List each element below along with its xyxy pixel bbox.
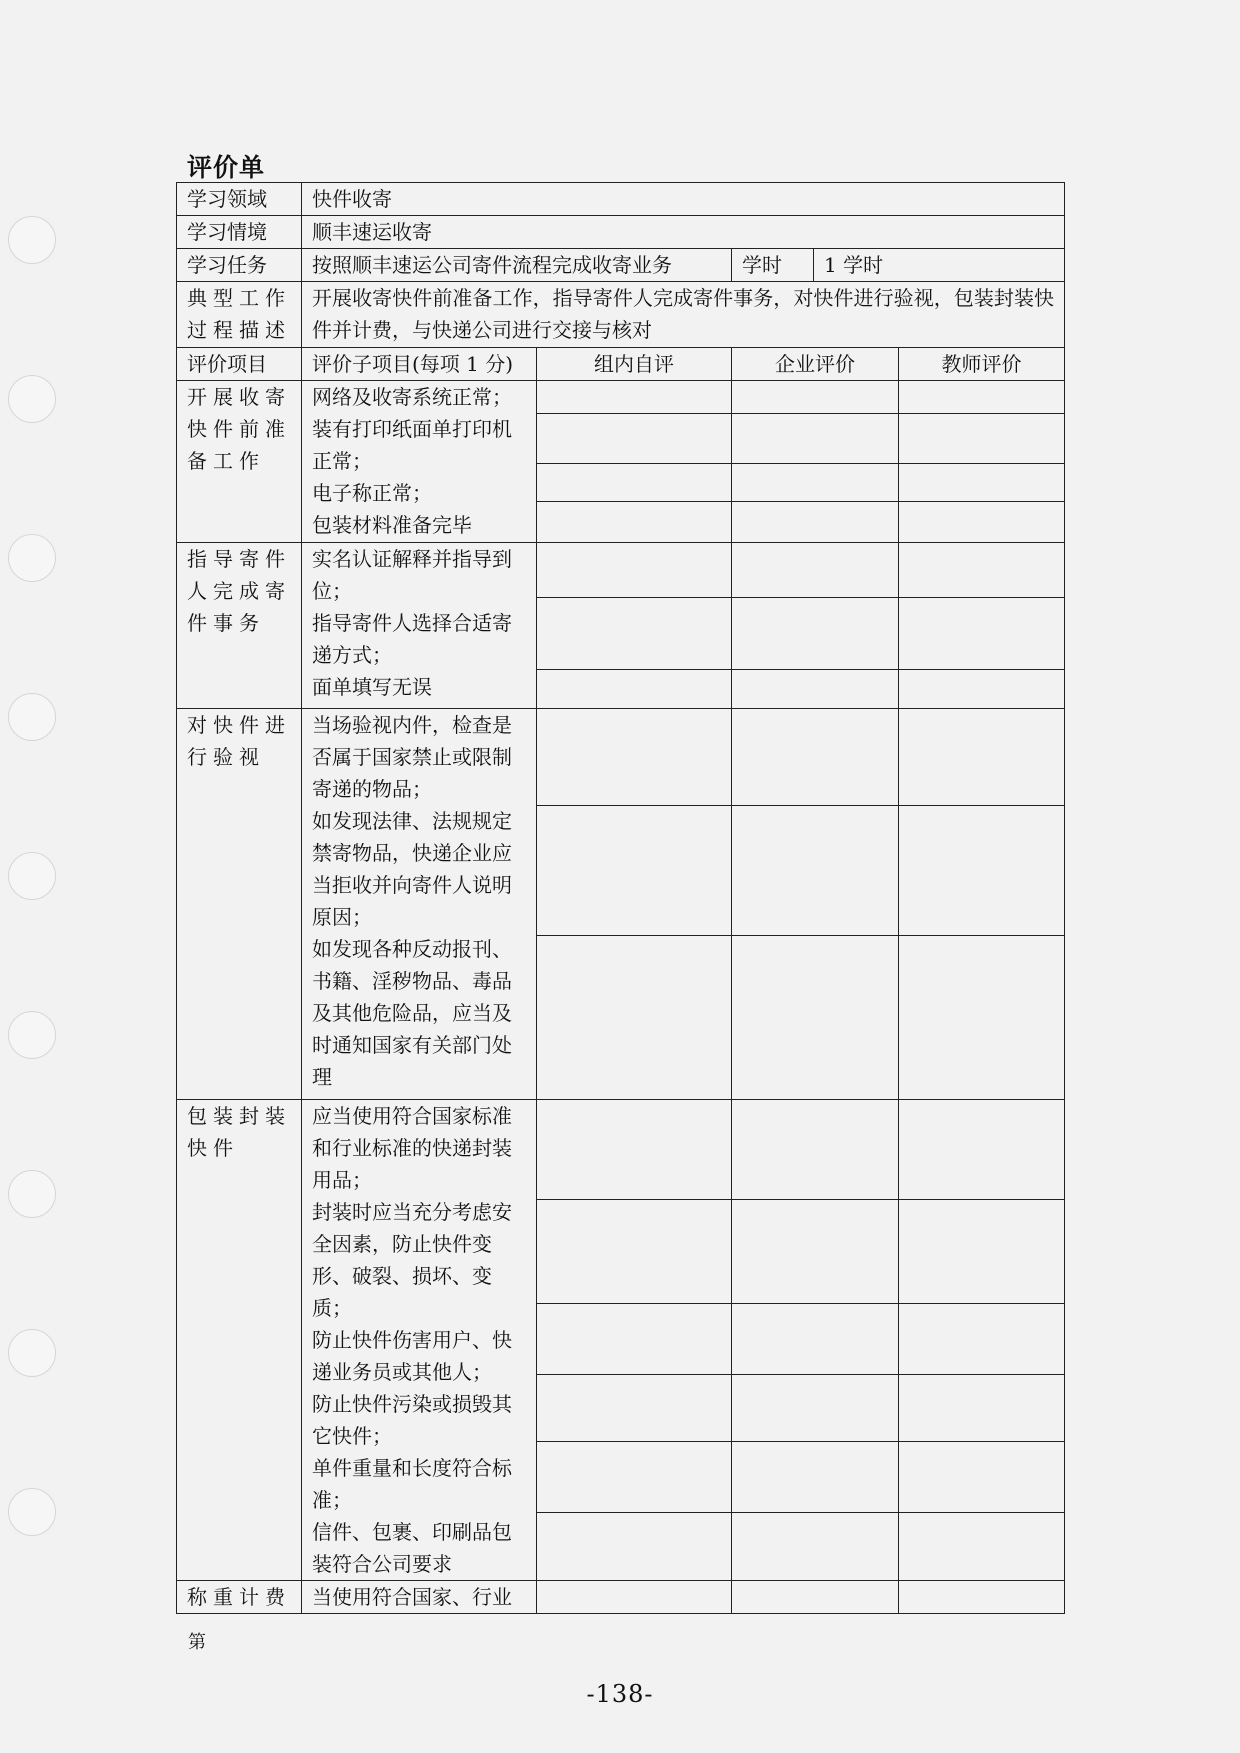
- self-score-cell[interactable]: [537, 1100, 732, 1200]
- process-value: 开展收寄快件前准备工作，指导寄件人完成寄件事务，对快件进行验视，包装封装快件并计费，与快递公司进行交接与核对: [302, 282, 1065, 348]
- teacher-score-cell[interactable]: [899, 414, 1065, 464]
- enterprise-score-cell[interactable]: [732, 709, 899, 806]
- process-label: 典型工作过程描述: [177, 282, 302, 348]
- subitem-text: 装有打印纸面单打印机正常；: [312, 417, 512, 473]
- self-score-cell[interactable]: [537, 543, 732, 598]
- teacher-score-cell[interactable]: [899, 670, 1065, 709]
- info-row-process: [177, 282, 1065, 348]
- enterprise-score-cell[interactable]: [732, 464, 899, 502]
- self-score-cell[interactable]: [537, 1375, 732, 1442]
- self-score-cell[interactable]: [537, 502, 732, 543]
- enterprise-score-cell[interactable]: [732, 543, 899, 598]
- hours-value: 1 学时: [814, 249, 1065, 282]
- subitem-text: 单件重量和长度符合标准；: [312, 1456, 512, 1512]
- enterprise-score-cell[interactable]: [732, 1100, 899, 1200]
- subitem-text: 实名认证解释并指导到位；: [312, 547, 512, 603]
- category-cell: 包装封装快件: [177, 1100, 302, 1581]
- teacher-score-cell[interactable]: [899, 936, 1065, 1100]
- binder-hole: [8, 693, 56, 741]
- binder-hole: [8, 1170, 56, 1218]
- teacher-score-cell[interactable]: [899, 598, 1065, 670]
- category-cell: 开展收寄快件前准备工作: [177, 381, 302, 543]
- enterprise-score-cell[interactable]: [732, 1581, 899, 1614]
- category-cell: 对快件进行验视: [177, 709, 302, 1100]
- subitem-text: 信件、包裹、印刷品包装符合公司要求: [312, 1520, 512, 1576]
- column-self: 组内自评: [537, 348, 732, 381]
- evaluation-table: [176, 182, 1065, 1614]
- footer-note: 第: [188, 1632, 206, 1653]
- teacher-score-cell[interactable]: [899, 1513, 1065, 1581]
- teacher-score-cell[interactable]: [899, 464, 1065, 502]
- teacher-score-cell[interactable]: [899, 1375, 1065, 1442]
- enterprise-score-cell[interactable]: [732, 502, 899, 543]
- subitem-text: 面单填写无误: [312, 675, 432, 699]
- self-score-cell[interactable]: [537, 1442, 732, 1513]
- info-row-domain: [177, 183, 1065, 216]
- enterprise-score-cell[interactable]: [732, 1200, 899, 1304]
- subitem-text: 电子称正常；: [312, 481, 432, 505]
- self-score-cell[interactable]: [537, 1513, 732, 1581]
- subitem-cell: [302, 1581, 537, 1614]
- self-score-cell[interactable]: [537, 806, 732, 936]
- binder-hole: [8, 375, 56, 423]
- score-row: [177, 709, 1065, 806]
- binder-hole: [8, 216, 56, 264]
- enterprise-score-cell[interactable]: [732, 414, 899, 464]
- subitem-cell: [302, 709, 537, 1100]
- learning-task-value: 按照顺丰速运公司寄件流程完成收寄业务: [302, 249, 732, 282]
- teacher-score-cell[interactable]: [899, 1304, 1065, 1375]
- teacher-score-cell[interactable]: [899, 1100, 1065, 1200]
- binder-hole: [8, 534, 56, 582]
- enterprise-score-cell[interactable]: [732, 670, 899, 709]
- self-score-cell[interactable]: [537, 1581, 732, 1614]
- learning-context-value: 顺丰速运收寄: [302, 216, 1065, 249]
- self-score-cell[interactable]: [537, 598, 732, 670]
- learning-domain-label: 学习领域: [177, 183, 302, 216]
- teacher-score-cell[interactable]: [899, 1442, 1065, 1513]
- teacher-score-cell[interactable]: [899, 381, 1065, 414]
- subitem-text: 封装时应当充分考虑安全因素，防止快件变形、破裂、损坏、变质；: [312, 1200, 512, 1320]
- page-number: -138-: [586, 1680, 654, 1708]
- learning-task-label: 学习任务: [177, 249, 302, 282]
- binder-hole: [8, 852, 56, 900]
- teacher-score-cell[interactable]: [899, 502, 1065, 543]
- teacher-score-cell[interactable]: [899, 1200, 1065, 1304]
- subitem-cell: [302, 381, 537, 543]
- score-row: [177, 543, 1065, 598]
- column-enterprise: 企业评价: [732, 348, 899, 381]
- enterprise-score-cell[interactable]: [732, 1513, 899, 1581]
- enterprise-score-cell[interactable]: [732, 1375, 899, 1442]
- subitem-text: 如发现各种反动报刊、书籍、淫秽物品、毒品及其他危险品，应当及时通知国家有关部门处理: [312, 937, 512, 1089]
- teacher-score-cell[interactable]: [899, 543, 1065, 598]
- score-row: [177, 1581, 1065, 1614]
- learning-domain-value: 快件收寄: [302, 183, 1065, 216]
- enterprise-score-cell[interactable]: [732, 598, 899, 670]
- self-score-cell[interactable]: [537, 670, 732, 709]
- column-subitem: 评价子项目(每项 1 分): [302, 348, 537, 381]
- self-score-cell[interactable]: [537, 1304, 732, 1375]
- binder-hole: [8, 1329, 56, 1377]
- score-row: [177, 381, 1065, 414]
- hours-label: 学时: [732, 249, 814, 282]
- teacher-score-cell[interactable]: [899, 806, 1065, 936]
- subitem-text: 包装材料准备完毕: [312, 513, 472, 537]
- subitem-text: 当使用符合国家、行业: [312, 1585, 512, 1609]
- info-row-task: [177, 249, 1065, 282]
- self-score-cell[interactable]: [537, 936, 732, 1100]
- binder-hole: [8, 1488, 56, 1536]
- column-item: 评价项目: [177, 348, 302, 381]
- self-score-cell[interactable]: [537, 381, 732, 414]
- column-teacher: 教师评价: [899, 348, 1065, 381]
- self-score-cell[interactable]: [537, 1200, 732, 1304]
- enterprise-score-cell[interactable]: [732, 381, 899, 414]
- enterprise-score-cell[interactable]: [732, 1442, 899, 1513]
- subitem-text: 指导寄件人选择合适寄递方式；: [312, 611, 512, 667]
- binder-hole: [8, 1011, 56, 1059]
- subitem-text: 应当使用符合国家标准和行业标准的快递封装用品；: [312, 1104, 512, 1192]
- category-cell: 称重计费: [177, 1581, 302, 1614]
- subitem-cell: [302, 1100, 537, 1581]
- category-cell: 指导寄件人完成寄件事务: [177, 543, 302, 709]
- subitem-text: 防止快件污染或损毁其它快件；: [312, 1392, 512, 1448]
- document-title: 评价单: [187, 153, 266, 182]
- subitem-text: 网络及收寄系统正常；: [312, 385, 512, 409]
- subitem-text: 如发现法律、法规规定禁寄物品，快递企业应当拒收并向寄件人说明原因；: [312, 809, 512, 929]
- teacher-score-cell[interactable]: [899, 709, 1065, 806]
- subitem-text: 防止快件伤害用户、快递业务员或其他人；: [312, 1328, 512, 1384]
- enterprise-score-cell[interactable]: [732, 806, 899, 936]
- self-score-cell[interactable]: [537, 414, 732, 464]
- enterprise-score-cell[interactable]: [732, 936, 899, 1100]
- teacher-score-cell[interactable]: [899, 1581, 1065, 1614]
- learning-context-label: 学习情境: [177, 216, 302, 249]
- info-row-context: [177, 216, 1065, 249]
- subitem-cell: [302, 543, 537, 709]
- enterprise-score-cell[interactable]: [732, 1304, 899, 1375]
- self-score-cell[interactable]: [537, 464, 732, 502]
- score-row: [177, 1100, 1065, 1200]
- subitem-text: 当场验视内件，检查是否属于国家禁止或限制寄递的物品；: [312, 713, 512, 801]
- self-score-cell[interactable]: [537, 709, 732, 806]
- column-header-row: [177, 348, 1065, 381]
